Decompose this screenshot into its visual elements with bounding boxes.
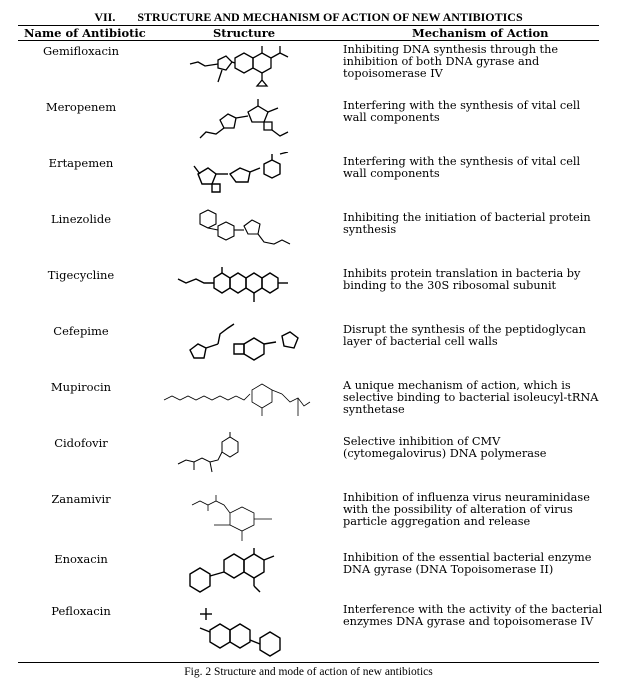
- antibiotic-name: Cefepime: [53, 324, 109, 338]
- structure-image: [160, 96, 330, 148]
- mechanism-text: Interference with the activity of the bacterial enzymes DNA gyrase and topoisomerase IV: [343, 603, 603, 628]
- structure-image: [160, 548, 330, 600]
- table-row: [0, 488, 617, 538]
- table-row: [0, 208, 617, 258]
- structure-image: [160, 600, 330, 652]
- mechanism-text: Disrupt the synthesis of the peptidoglycan layer of bacterial cell walls: [343, 323, 586, 348]
- table-bottom-rule: [18, 662, 599, 663]
- antibiotic-name: Mupirocin: [50, 380, 112, 394]
- antibiotic-name: Tigecycline: [47, 268, 115, 282]
- antibiotic-name: Zanamivir: [51, 492, 111, 506]
- table-row: [0, 264, 617, 314]
- mechanism-text: Selective inhibition of CMV (cytomegalovirus) DNA polymerase: [343, 435, 547, 460]
- antibiotic-name: Enoxacin: [54, 552, 108, 566]
- structure-image: [160, 264, 330, 316]
- mechanism-text: Inhibition of the essential bacterial enzyme DNA gyrase (DNA Topoisomerase II): [343, 551, 592, 576]
- header-name: Name of Antibiotic: [24, 26, 146, 40]
- figure-caption: Fig. 2 Structure and mode of action of new antibiotics: [184, 666, 433, 678]
- structure-image: [160, 152, 330, 204]
- section-number: VII.: [94, 10, 116, 24]
- table-row: [0, 548, 617, 598]
- table-row: [0, 432, 617, 482]
- table-row: [0, 376, 617, 426]
- antibiotic-name: Linezolide: [50, 212, 112, 226]
- antibiotic-name: Meropenem: [45, 100, 117, 114]
- table-row: [0, 152, 617, 202]
- header-mechanism: Mechanism of Action: [412, 26, 549, 40]
- table-row: [0, 40, 617, 90]
- mechanism-text: Inhibiting the initiation of bacterial protein synthesis: [343, 211, 591, 236]
- structure-image: [160, 376, 330, 428]
- structure-image: [160, 432, 330, 484]
- antibiotic-name: Gemifloxacin: [42, 44, 120, 58]
- structure-image: [160, 320, 330, 372]
- antibiotic-name: Cidofovir: [54, 436, 108, 450]
- mechanism-text: Interfering with the synthesis of vital cell wall components: [343, 99, 581, 124]
- structure-image: [160, 40, 330, 92]
- section-heading: [0, 10, 617, 25]
- table-row: [0, 96, 617, 146]
- mechanism-text: Inhibits protein translation in bacteria by binding to the 30S ribosomal subunit: [343, 267, 581, 292]
- table-row: [0, 600, 617, 650]
- mechanism-text: Interfering with the synthesis of vital cell wall components: [343, 155, 581, 180]
- structure-image: [160, 488, 330, 540]
- section-title: STRUCTURE AND MECHANISM OF ACTION OF NEW ANTIBIOTICS: [137, 10, 523, 24]
- antibiotic-name: Ertapemen: [48, 156, 114, 170]
- table-row: [0, 320, 617, 370]
- mechanism-text: Inhibiting DNA synthesis through the inhibition of both DNA gyrase and topoisomerase IV: [343, 43, 559, 80]
- mechanism-text: A unique mechanism of action, which is selective binding to bacterial isoleucyl-tRNA synthetase: [343, 379, 599, 416]
- header-structure: Structure: [213, 26, 276, 40]
- mechanism-text: Inhibition of influenza virus neuraminidase with the possibility of alteration of virus particle aggregation and release: [343, 491, 590, 528]
- antibiotic-name: Pefloxacin: [51, 604, 111, 618]
- structure-image: [160, 208, 330, 260]
